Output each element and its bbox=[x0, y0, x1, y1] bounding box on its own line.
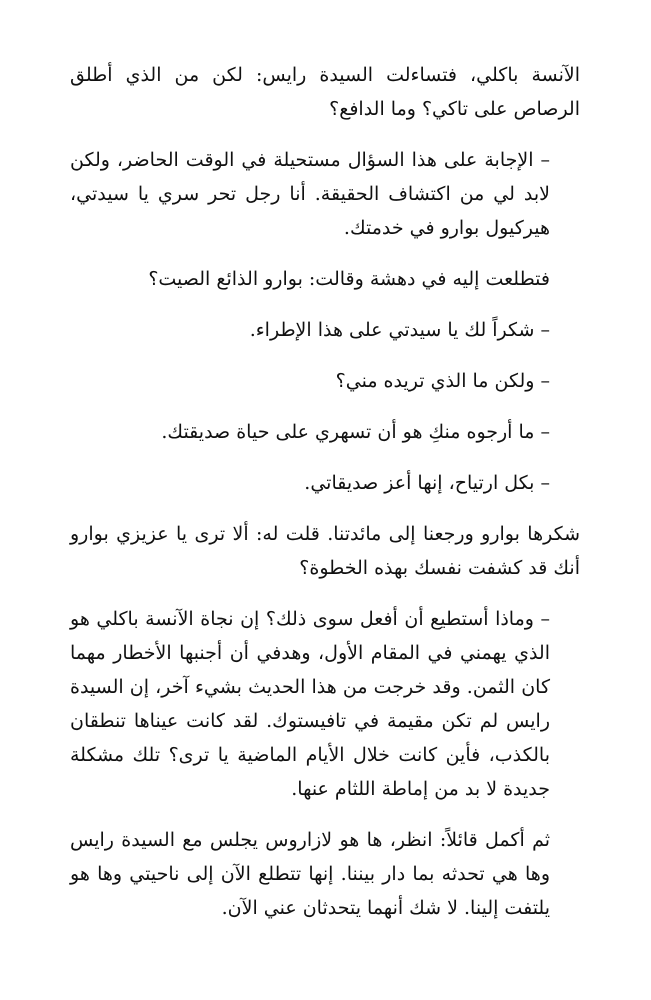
paragraph-8: شكرها بوارو ورجعنا إلى مائدتنا. قلت له: ألا ترى يا عزيزي بوارو أنك قد كشفت نفسك بهذه الخطوة؟ bbox=[70, 523, 580, 579]
paragraph-7: – بكل ارتياح، إنها أعز صديقاتي. bbox=[304, 472, 550, 494]
paragraph-2: – الإجابة على هذا السؤال مستحيلة في الوقت الحاضر، ولكن لابد لي من اكتشاف الحقيقة. أنا رجل تحر سري يا سيدتي، هيركيول بوارو في خدمتك. bbox=[70, 149, 550, 239]
paragraph-9: – وماذا أستطيع أن أفعل سوى ذلك؟ إن نجاة الآنسة باكلي هو الذي يهمني في المقام الأول، وهدفي أن أجنبها الأخطار مهما كان الثمن. وقد خرجت من هذا الحديث بشيء آخر، إن السيدة رايس لم تكن مقيمة في تافيستوك. لقد كانت عيناها تنطقان بالكذب، فأين كانت خلال الأيام الماضية يا ترى؟ تلك مشكلة جديدة لا بد من إماطة اللثام عنها. bbox=[70, 608, 550, 800]
paragraph-10: ثم أكمل قائلاً: انظر، ها هو لازاروس يجلس مع السيدة رايس وها هي تحدثه بما دار بيننا. إنها تتطلع الآن إلى ناحيتي وها هو يلتفت إلينا. لا شك أنهما يتحدثان عني الآن. bbox=[70, 829, 550, 919]
paragraph-5: – ولكن ما الذي تريده مني؟ bbox=[335, 370, 550, 392]
paragraph-6: – ما أرجوه منكِ هو أن تسهري على حياة صديقتك. bbox=[161, 421, 550, 443]
paragraph-3: فتطلعت إليه في دهشة وقالت: بوارو الذائع الصيت؟ bbox=[148, 268, 550, 290]
paragraph-1: الآنسة باكلي، فتساءلت السيدة رايس: لكن من الذي أطلق الرصاص على تاكي؟ وما الدافع؟ bbox=[70, 64, 580, 120]
paragraph-4: – شكراً لك يا سيدتي على هذا الإطراء. bbox=[249, 319, 550, 341]
book-page bbox=[70, 58, 580, 925]
